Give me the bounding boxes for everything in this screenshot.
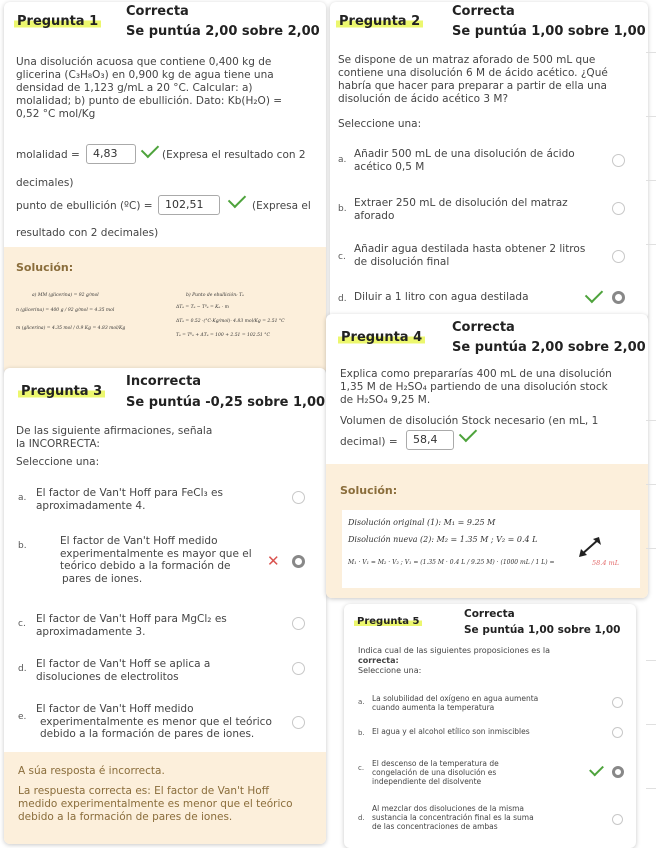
question-tag: Pregunta 1 <box>14 14 101 29</box>
select-prompt: Seleccione una: <box>16 456 100 468</box>
radio-button[interactable] <box>612 814 623 825</box>
question-card-3: Pregunta 3 Incorrecta Se puntúa -0,25 sobre 1,00 De las siguiente afirmaciones, señala la INCORRECTA: Seleccione una: a. El factor de Van't Hoff para FeCl₃ es aproximadamente 4. b. El factor de Van't Hoff medido experimentalmente es mayor que el teórico debido a la formación de pares de iones. ✕ c. El factor de Van't Hoff para MgCl₂ es aproximadamente 3. d. El factor de Van't Hoff se aplica a disoluciones de electrolitos e. El factor de Van't Hoff medido experimentalmente es menor que el teórico debido a la formación de pares de iones. A súa resposta é incorrecta. La respuesta correcta es: El factor de Van't Hoff medido experimentalmente es menor que el teórico debido a la formación de pares de iones. <box>4 368 326 844</box>
volume-label-cont: decimal) = <box>340 436 398 448</box>
solution-formula-image: Disolución original (1): M₁ = 9.25 M Disolución nueva (2): M₂ = 1.35 M ; V₂ = 0.4 L M₁ · V₁ = M₂ · V₂ ; V₁ = (1.35 M · 0.4 L / 9.25 M) · (1000 mL / 1 L) = 58.4 mL <box>342 510 640 588</box>
question-card-4 <box>326 314 648 598</box>
radio-button[interactable] <box>612 250 625 263</box>
boiling-point-hint: (Expresa el <box>252 200 311 212</box>
question-card-1 <box>4 2 326 374</box>
volume-input[interactable]: 58,4 <box>406 430 454 450</box>
radio-button[interactable] <box>292 617 305 630</box>
correct-check-icon <box>585 285 603 303</box>
volume-label: Volumen de disolución Stock necesario (en mL, 1 <box>340 415 599 427</box>
feedback-panel <box>4 752 326 844</box>
question-statement: Una disolución acuosa que contiene 0,400 kg de glicerina (C₃H₈O₃) en 0,900 kg de agua tiene una densidad de 1,123 g/mL a 20 °C. Calcular: a) molalidad; b) punto de ebullición. Dato: Kb(H₂O) = 0,52 °C mol/Kg <box>16 56 283 120</box>
question-statement: Indica cual de las siguientes proposiciones es la correcta: <box>358 646 551 665</box>
question-tag: Pregunta 4 <box>338 330 425 345</box>
radio-button-selected[interactable] <box>612 766 624 778</box>
select-prompt: Seleccione una: <box>338 118 422 130</box>
question-card-5: Pregunta 5 Correcta Se puntúa 1,00 sobre 1,00 Indica cual de las siguientes proposiciones es la correcta: Seleccione una: a. La solubilidad del oxígeno en agua aumenta cuando aumenta la temperatura b. El agua y el alcohol etílico son inmiscibles c. El descenso de la temperatura de congelación de una disolución es independiente del disolvente d. Al mezclar dos disoluciones de la misma sustancia la concentración final es la suma de las concentraciones de ambas <box>344 604 636 848</box>
solution-part-b: b) Punto de ebullición: Tₑ ΔTₑ = Tₑ − T⁰ₑ = Kₑ · m ΔTₑ = 0.52 ·(°C·Kg/mol)· 4.83 mol/Kg = 2.51 °C Tₑ = T⁰ₑ + ΔTₑ = 100 + 2.51 = 102.51 °C <box>176 293 285 338</box>
radio-button[interactable] <box>292 491 305 504</box>
radio-button-selected[interactable] <box>612 291 625 304</box>
correct-check-icon <box>589 762 604 777</box>
question-status: Correcta <box>452 320 515 335</box>
solution-panel <box>326 464 648 598</box>
question-status: Correcta <box>464 608 515 620</box>
solution-title: Solución: <box>340 484 398 497</box>
molality-hint: (Expresa el resultado con 2 <box>162 149 306 161</box>
feedback-incorrect: A súa resposta é incorrecta. <box>18 765 165 777</box>
question-tag: Pregunta 3 <box>18 384 105 399</box>
question-card-2: Pregunta 2 Correcta Se puntúa 1,00 sobre 1,00 Se dispone de un matraz aforado de 500 mL que contiene una disolución 6 M de ácido acético. ¿Qué habría que hacer para preparar a partir de ella una disolución de ácido acético 3 M? Seleccione una: a. Añadir 500 mL de una disolución de ácido acético 0,5 M b. Extraer 250 mL de disolución del matraz aforado c. Añadir agua destilada hasta obtener 2 litros de disolución final d. Diluir a 1 litro con agua destilada <box>330 2 648 320</box>
boiling-point-label: punto de ebullición (ºC) = <box>16 200 153 212</box>
question-statement: Se dispone de un matraz aforado de 500 mL que contiene una disolución 6 M de ácido acético. ¿Qué habría que hacer para preparar a partir de ella una disolución de ácido acético 3 M? <box>338 54 608 105</box>
question-score: Se puntúa 2,00 sobre 2,00 <box>126 24 320 39</box>
feedback-correct-answer: La respuesta correcta es: El factor de Van't Hoff medido experimentalmente es menor que el teórico debido a la formación de pares de iones. <box>18 785 293 823</box>
question-status: Incorrecta <box>126 374 202 389</box>
molality-input[interactable]: 4,83 <box>86 144 136 164</box>
radio-button[interactable] <box>612 697 623 708</box>
solution-title: Solución: <box>16 261 74 274</box>
question-statement: De las siguiente afirmaciones, señala la INCORRECTA: <box>16 425 213 450</box>
question-status: Correcta <box>126 4 189 19</box>
question-score: Se puntúa 1,00 sobre 1,00 <box>452 24 646 39</box>
incorrect-x-icon: ✕ <box>267 552 280 570</box>
question-tag: Pregunta 2 <box>336 14 423 29</box>
radio-button[interactable] <box>292 662 305 675</box>
solution-panel <box>4 247 326 374</box>
solution-part-a: a) MM (glicerina) = 92 g/mol n (glicerina) = 400 g / 92 g/mol = 4.35 mol m (glicerina) = 4.35 mol / 0.9 Kg = 4.83 mol/Kg <box>16 293 126 331</box>
select-prompt: Seleccione una: <box>358 666 422 675</box>
radio-button[interactable] <box>292 716 305 729</box>
resize-arrow-icon <box>578 536 602 558</box>
correct-check-icon <box>141 140 159 158</box>
correct-check-icon <box>228 190 246 208</box>
question-score: Se puntúa -0,25 sobre 1,00 <box>126 395 326 410</box>
question-status: Correcta <box>452 4 515 19</box>
boiling-point-hint-cont: resultado con 2 decimales) <box>16 227 159 239</box>
molality-label: molalidad = <box>16 149 80 161</box>
radio-button[interactable] <box>612 202 625 215</box>
boiling-point-input[interactable]: 102,51 <box>158 195 220 215</box>
question-score: Se puntúa 2,00 sobre 2,00 <box>452 340 646 355</box>
molality-hint-cont: decimales) <box>16 177 74 189</box>
question-statement: Explica como prepararías 400 mL de una disolución 1,35 M de H₂SO₄ partiendo de una disolución stock de H₂SO₄ 9,25 M. <box>340 368 612 406</box>
radio-button-selected[interactable] <box>292 555 305 568</box>
question-tag: Pregunta 5 <box>354 616 422 627</box>
radio-button[interactable] <box>612 727 623 738</box>
radio-button[interactable] <box>612 154 625 167</box>
question-score: Se puntúa 1,00 sobre 1,00 <box>464 624 621 636</box>
